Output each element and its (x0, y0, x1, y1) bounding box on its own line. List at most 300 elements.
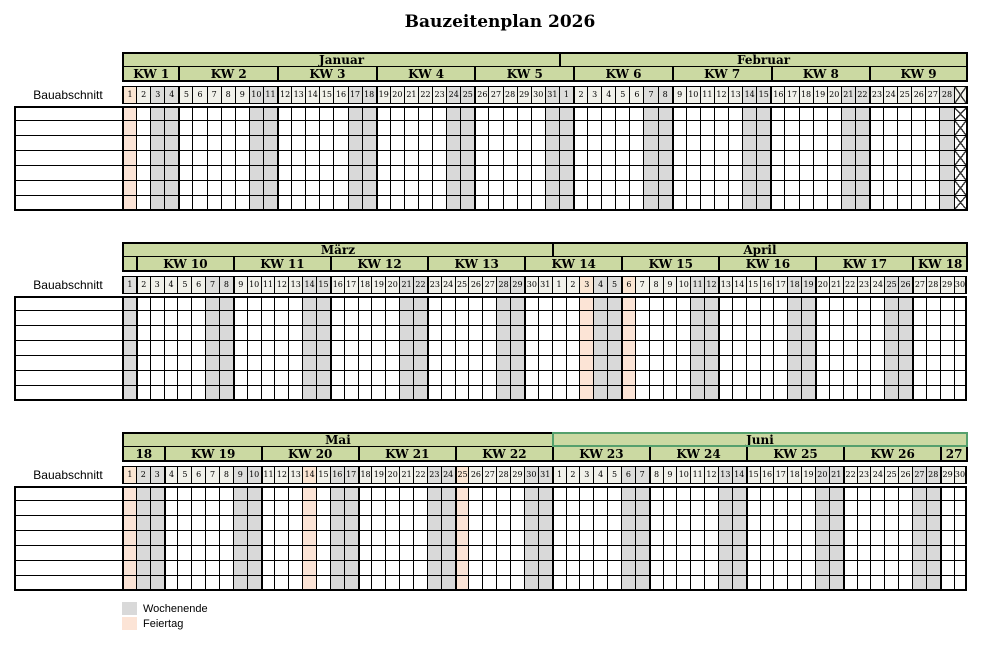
grid-cell[interactable] (413, 561, 427, 576)
grid-cell[interactable] (643, 121, 657, 136)
grid-cell[interactable] (686, 106, 700, 121)
grid-cell[interactable] (884, 311, 898, 326)
grid-cell[interactable] (249, 121, 263, 136)
grid-cell[interactable] (954, 151, 968, 166)
day-cell[interactable]: 9 (663, 276, 677, 294)
grid-cell[interactable] (857, 561, 871, 576)
grid-cell[interactable] (219, 516, 233, 531)
grid-cell[interactable] (316, 356, 330, 371)
grid-cell[interactable] (122, 311, 136, 326)
grid-cell[interactable] (164, 501, 178, 516)
grid-cell[interactable] (787, 386, 801, 401)
grid-cell[interactable] (302, 296, 316, 311)
grid-cell[interactable] (122, 516, 136, 531)
grid-cell[interactable] (566, 516, 580, 531)
grid-cell[interactable] (621, 296, 635, 311)
grid-cell[interactable] (207, 181, 221, 196)
grid-cell[interactable] (841, 196, 855, 211)
grid-cell[interactable] (164, 121, 178, 136)
grid-cell[interactable] (566, 486, 580, 501)
grid-cell[interactable] (249, 196, 263, 211)
grid-cell[interactable] (330, 311, 344, 326)
grid-cell[interactable] (524, 371, 538, 386)
grid-cell[interactable] (432, 151, 446, 166)
grid-cell[interactable] (302, 486, 316, 501)
grid-cell[interactable] (191, 516, 205, 531)
day-cell[interactable]: 2 (573, 86, 587, 104)
grid-cell[interactable] (219, 311, 233, 326)
grid-cell[interactable] (587, 106, 601, 121)
grid-cell[interactable] (813, 106, 827, 121)
grid-cell[interactable] (773, 311, 787, 326)
grid-cell[interactable] (773, 486, 787, 501)
grid-cell[interactable] (700, 196, 714, 211)
grid-cell[interactable] (912, 561, 926, 576)
grid-cell[interactable] (358, 371, 372, 386)
grid-cell[interactable] (219, 576, 233, 591)
grid-cell[interactable] (940, 546, 954, 561)
grid-cell[interactable] (316, 516, 330, 531)
grid-cell[interactable] (841, 106, 855, 121)
grid-cell[interactable] (247, 311, 261, 326)
grid-cell[interactable] (427, 296, 441, 311)
grid-cell[interactable] (926, 341, 940, 356)
day-cell[interactable]: 5 (177, 466, 191, 484)
grid-cell[interactable] (261, 546, 275, 561)
grid-cell[interactable] (219, 296, 233, 311)
grid-cell[interactable] (649, 386, 663, 401)
grid-cell[interactable] (376, 196, 390, 211)
grid-cell[interactable] (714, 181, 728, 196)
grid-cell[interactable] (177, 341, 191, 356)
grid-cell[interactable] (787, 311, 801, 326)
grid-cell[interactable] (488, 196, 502, 211)
grid-cell[interactable] (233, 546, 247, 561)
grid-cell[interactable] (773, 531, 787, 546)
kw-header[interactable]: KW 17 (815, 257, 912, 272)
grid-cell[interactable] (333, 166, 347, 181)
grid-cell[interactable] (756, 136, 770, 151)
grid-cell[interactable] (164, 516, 178, 531)
grid-cell[interactable] (371, 326, 385, 341)
grid-cell[interactable] (330, 386, 344, 401)
grid-cell[interactable] (552, 371, 566, 386)
grid-cell[interactable] (399, 356, 413, 371)
grid-cell[interactable] (566, 501, 580, 516)
grid-cell[interactable] (205, 356, 219, 371)
day-cell[interactable]: 27 (488, 86, 502, 104)
day-cell[interactable]: 12 (714, 86, 728, 104)
grid-cell[interactable] (316, 576, 330, 591)
grid-cell[interactable] (399, 576, 413, 591)
grid-cell[interactable] (925, 151, 939, 166)
grid-cell[interactable] (362, 106, 376, 121)
grid-cell[interactable] (629, 106, 643, 121)
grid-cell[interactable] (649, 576, 663, 591)
grid-cell[interactable] (376, 106, 390, 121)
grid-cell[interactable] (579, 561, 593, 576)
grid-cell[interactable] (330, 486, 344, 501)
grid-cell[interactable] (607, 561, 621, 576)
grid-cell[interactable] (482, 386, 496, 401)
grid-cell[interactable] (690, 341, 704, 356)
grid-cell[interactable] (857, 501, 871, 516)
grid-cell[interactable] (302, 531, 316, 546)
grid-cell[interactable] (122, 501, 136, 516)
grid-cell[interactable] (552, 546, 566, 561)
grid-cell[interactable] (136, 356, 150, 371)
day-cell[interactable]: 1 (122, 466, 136, 484)
grid-cell[interactable] (517, 166, 531, 181)
grid-cell[interactable] (178, 106, 192, 121)
kw-header[interactable]: KW 4 (376, 67, 475, 82)
day-cell[interactable]: 29 (510, 466, 524, 484)
grid-cell[interactable] (344, 516, 358, 531)
grid-cell[interactable] (432, 166, 446, 181)
grid-cell[interactable] (898, 531, 912, 546)
grid-cell[interactable] (177, 486, 191, 501)
grid-cell[interactable] (718, 531, 732, 546)
grid-cell[interactable] (601, 166, 615, 181)
grid-cell[interactable] (649, 501, 663, 516)
grid-cell[interactable] (427, 311, 441, 326)
grid-cell[interactable] (559, 166, 573, 181)
grid-cell[interactable] (362, 151, 376, 166)
day-cell[interactable]: 11 (263, 86, 277, 104)
grid-cell[interactable] (643, 181, 657, 196)
grid-cell[interactable] (510, 561, 524, 576)
grid-cell[interactable] (545, 181, 559, 196)
grid-cell[interactable] (221, 136, 235, 151)
grid-cell[interactable] (954, 356, 968, 371)
grid-cell[interactable] (538, 561, 552, 576)
grid-cell[interactable] (746, 386, 760, 401)
grid-cell[interactable] (911, 106, 925, 121)
grid-cell[interactable] (829, 546, 843, 561)
grid-cell[interactable] (247, 516, 261, 531)
grid-cell[interactable] (770, 196, 784, 211)
grid-cell[interactable] (122, 136, 136, 151)
grid-cell[interactable] (496, 386, 510, 401)
grid-cell[interactable] (593, 546, 607, 561)
grid-cell[interactable] (122, 561, 136, 576)
grid-cell[interactable] (676, 546, 690, 561)
grid-cell[interactable] (178, 181, 192, 196)
day-cell[interactable]: 25 (884, 276, 898, 294)
grid-cell[interactable] (843, 516, 857, 531)
day-cell[interactable]: 21 (399, 276, 413, 294)
grid-cell[interactable] (288, 386, 302, 401)
kw-header[interactable]: KW 24 (649, 447, 746, 462)
grid-cell[interactable] (857, 386, 871, 401)
grid-cell[interactable] (399, 326, 413, 341)
grid-cell[interactable] (615, 196, 629, 211)
grid-cell[interactable] (857, 531, 871, 546)
grid-cell[interactable] (841, 136, 855, 151)
grid-cell[interactable] (690, 576, 704, 591)
row-label-cell[interactable] (14, 531, 122, 546)
grid-cell[interactable] (926, 546, 940, 561)
grid-cell[interactable] (376, 166, 390, 181)
grid-cell[interactable] (559, 196, 573, 211)
grid-cell[interactable] (233, 371, 247, 386)
grid-cell[interactable] (399, 371, 413, 386)
grid-cell[interactable] (274, 296, 288, 311)
grid-cell[interactable] (207, 196, 221, 211)
grid-cell[interactable] (746, 371, 760, 386)
grid-cell[interactable] (538, 341, 552, 356)
grid-cell[interactable] (728, 151, 742, 166)
day-cell[interactable]: 24 (883, 86, 897, 104)
grid-cell[interactable] (192, 151, 206, 166)
grid-cell[interactable] (249, 106, 263, 121)
grid-cell[interactable] (746, 561, 760, 576)
grid-cell[interactable] (164, 576, 178, 591)
grid-cell[interactable] (658, 121, 672, 136)
grid-cell[interactable] (446, 181, 460, 196)
grid-cell[interactable] (413, 371, 427, 386)
day-cell[interactable]: 28 (496, 466, 510, 484)
grid-cell[interactable] (261, 341, 275, 356)
grid-cell[interactable] (897, 136, 911, 151)
kw-header[interactable]: KW 13 (427, 257, 524, 272)
grid-cell[interactable] (460, 181, 474, 196)
grid-cell[interactable] (274, 561, 288, 576)
grid-cell[interactable] (579, 516, 593, 531)
grid-cell[interactable] (676, 296, 690, 311)
grid-cell[interactable] (742, 106, 756, 121)
grid-cell[interactable] (496, 576, 510, 591)
grid-cell[interactable] (760, 576, 774, 591)
grid-cell[interactable] (579, 386, 593, 401)
grid-cell[interactable] (649, 561, 663, 576)
grid-cell[interactable] (870, 296, 884, 311)
grid-cell[interactable] (801, 341, 815, 356)
grid-cell[interactable] (319, 106, 333, 121)
grid-cell[interactable] (635, 531, 649, 546)
grid-cell[interactable] (288, 561, 302, 576)
grid-cell[interactable] (503, 166, 517, 181)
day-cell[interactable]: 28 (926, 276, 940, 294)
grid-cell[interactable] (413, 486, 427, 501)
grid-cell[interactable] (663, 326, 677, 341)
grid-cell[interactable] (898, 341, 912, 356)
grid-cell[interactable] (164, 326, 178, 341)
grid-cell[interactable] (136, 296, 150, 311)
kw-header[interactable]: KW 6 (573, 67, 672, 82)
day-cell[interactable]: 5 (178, 86, 192, 104)
grid-cell[interactable] (829, 371, 843, 386)
day-cell[interactable]: 25 (897, 86, 911, 104)
grid-cell[interactable] (371, 546, 385, 561)
grid-cell[interactable] (413, 311, 427, 326)
grid-cell[interactable] (136, 561, 150, 576)
grid-cell[interactable] (898, 296, 912, 311)
grid-cell[interactable] (178, 196, 192, 211)
day-cell[interactable]: 28 (939, 86, 953, 104)
grid-cell[interactable] (649, 516, 663, 531)
grid-cell[interactable] (912, 371, 926, 386)
day-cell[interactable]: 26 (911, 86, 925, 104)
grid-cell[interactable] (566, 326, 580, 341)
grid-cell[interactable] (164, 181, 178, 196)
grid-cell[interactable] (954, 386, 968, 401)
grid-cell[interactable] (247, 486, 261, 501)
grid-cell[interactable] (482, 546, 496, 561)
grid-cell[interactable] (773, 576, 787, 591)
grid-cell[interactable] (746, 516, 760, 531)
grid-cell[interactable] (413, 576, 427, 591)
grid-cell[interactable] (686, 181, 700, 196)
day-cell[interactable]: 16 (330, 276, 344, 294)
grid-cell[interactable] (635, 576, 649, 591)
day-cell[interactable]: 5 (177, 276, 191, 294)
grid-cell[interactable] (649, 531, 663, 546)
day-cell[interactable]: 18 (358, 276, 372, 294)
grid-cell[interactable] (784, 166, 798, 181)
grid-cell[interactable] (732, 516, 746, 531)
grid-cell[interactable] (344, 296, 358, 311)
grid-cell[interactable] (150, 326, 164, 341)
day-cell[interactable]: 19 (376, 86, 390, 104)
grid-cell[interactable] (496, 486, 510, 501)
grid-cell[interactable] (579, 546, 593, 561)
day-cell[interactable]: 12 (274, 276, 288, 294)
grid-cell[interactable] (233, 501, 247, 516)
row-label-cell[interactable] (14, 311, 122, 326)
grid-cell[interactable] (799, 106, 813, 121)
kw-header[interactable]: KW 12 (330, 257, 427, 272)
row-label-cell[interactable] (14, 356, 122, 371)
grid-cell[interactable] (621, 576, 635, 591)
grid-cell[interactable] (277, 136, 291, 151)
grid-cell[interactable] (827, 151, 841, 166)
grid-cell[interactable] (870, 341, 884, 356)
grid-cell[interactable] (760, 296, 774, 311)
grid-cell[interactable] (760, 561, 774, 576)
grid-cell[interactable] (455, 546, 469, 561)
grid-cell[interactable] (233, 296, 247, 311)
grid-cell[interactable] (427, 326, 441, 341)
grid-cell[interactable] (488, 121, 502, 136)
day-cell[interactable]: 5 (607, 276, 621, 294)
grid-cell[interactable] (305, 106, 319, 121)
row-label-cell[interactable] (14, 486, 122, 501)
grid-cell[interactable] (385, 576, 399, 591)
grid-cell[interactable] (517, 151, 531, 166)
day-cell[interactable]: 31 (538, 276, 552, 294)
grid-cell[interactable] (150, 576, 164, 591)
grid-cell[interactable] (829, 531, 843, 546)
day-cell[interactable]: 11 (690, 276, 704, 294)
grid-cell[interactable] (704, 356, 718, 371)
grid-cell[interactable] (799, 151, 813, 166)
day-cell[interactable]: 9 (663, 466, 677, 484)
grid-cell[interactable] (787, 371, 801, 386)
day-cell[interactable]: 26 (468, 466, 482, 484)
grid-cell[interactable] (801, 296, 815, 311)
grid-cell[interactable] (441, 546, 455, 561)
grid-cell[interactable] (939, 166, 953, 181)
grid-cell[interactable] (136, 181, 150, 196)
grid-cell[interactable] (898, 326, 912, 341)
grid-cell[interactable] (897, 106, 911, 121)
grid-cell[interactable] (815, 311, 829, 326)
grid-cell[interactable] (122, 151, 136, 166)
grid-cell[interactable] (390, 181, 404, 196)
day-cell[interactable]: 19 (371, 276, 385, 294)
grid-cell[interactable] (291, 106, 305, 121)
grid-cell[interactable] (316, 546, 330, 561)
grid-cell[interactable] (621, 371, 635, 386)
grid-cell[interactable] (263, 106, 277, 121)
day-cell[interactable]: 27 (482, 276, 496, 294)
grid-cell[interactable] (362, 181, 376, 196)
grid-cell[interactable] (385, 341, 399, 356)
grid-cell[interactable] (658, 151, 672, 166)
day-cell[interactable]: 23 (427, 466, 441, 484)
grid-cell[interactable] (164, 531, 178, 546)
grid-cell[interactable] (883, 121, 897, 136)
grid-cell[interactable] (191, 386, 205, 401)
grid-cell[interactable] (815, 371, 829, 386)
grid-cell[interactable] (799, 181, 813, 196)
grid-cell[interactable] (177, 531, 191, 546)
grid-cell[interactable] (732, 371, 746, 386)
grid-cell[interactable] (191, 311, 205, 326)
grid-cell[interactable] (732, 486, 746, 501)
grid-cell[interactable] (510, 546, 524, 561)
grid-cell[interactable] (503, 121, 517, 136)
day-cell[interactable]: 2 (136, 276, 150, 294)
grid-cell[interactable] (205, 341, 219, 356)
day-cell[interactable]: 1 (559, 86, 573, 104)
grid-cell[interactable] (192, 136, 206, 151)
grid-cell[interactable] (441, 371, 455, 386)
grid-cell[interactable] (385, 501, 399, 516)
grid-cell[interactable] (801, 486, 815, 501)
grid-cell[interactable] (827, 196, 841, 211)
grid-cell[interactable] (770, 151, 784, 166)
day-cell[interactable]: 3 (150, 86, 164, 104)
grid-cell[interactable] (333, 136, 347, 151)
grid-cell[interactable] (954, 106, 968, 121)
day-cell[interactable]: 6 (621, 466, 635, 484)
grid-cell[interactable] (552, 501, 566, 516)
grid-cell[interactable] (233, 341, 247, 356)
grid-cell[interactable] (274, 326, 288, 341)
grid-cell[interactable] (333, 151, 347, 166)
grid-cell[interactable] (954, 296, 968, 311)
grid-cell[interactable] (728, 106, 742, 121)
grid-cell[interactable] (441, 576, 455, 591)
day-cell[interactable]: 7 (635, 276, 649, 294)
grid-cell[interactable] (912, 576, 926, 591)
grid-cell[interactable] (686, 151, 700, 166)
grid-cell[interactable] (718, 356, 732, 371)
grid-cell[interactable] (700, 151, 714, 166)
grid-cell[interactable] (358, 356, 372, 371)
day-cell[interactable]: 25 (460, 86, 474, 104)
grid-cell[interactable] (629, 196, 643, 211)
grid-cell[interactable] (559, 181, 573, 196)
grid-cell[interactable] (538, 531, 552, 546)
grid-cell[interactable] (482, 561, 496, 576)
grid-cell[interactable] (870, 561, 884, 576)
grid-cell[interactable] (249, 151, 263, 166)
grid-cell[interactable] (643, 106, 657, 121)
day-cell[interactable]: 27 (925, 86, 939, 104)
